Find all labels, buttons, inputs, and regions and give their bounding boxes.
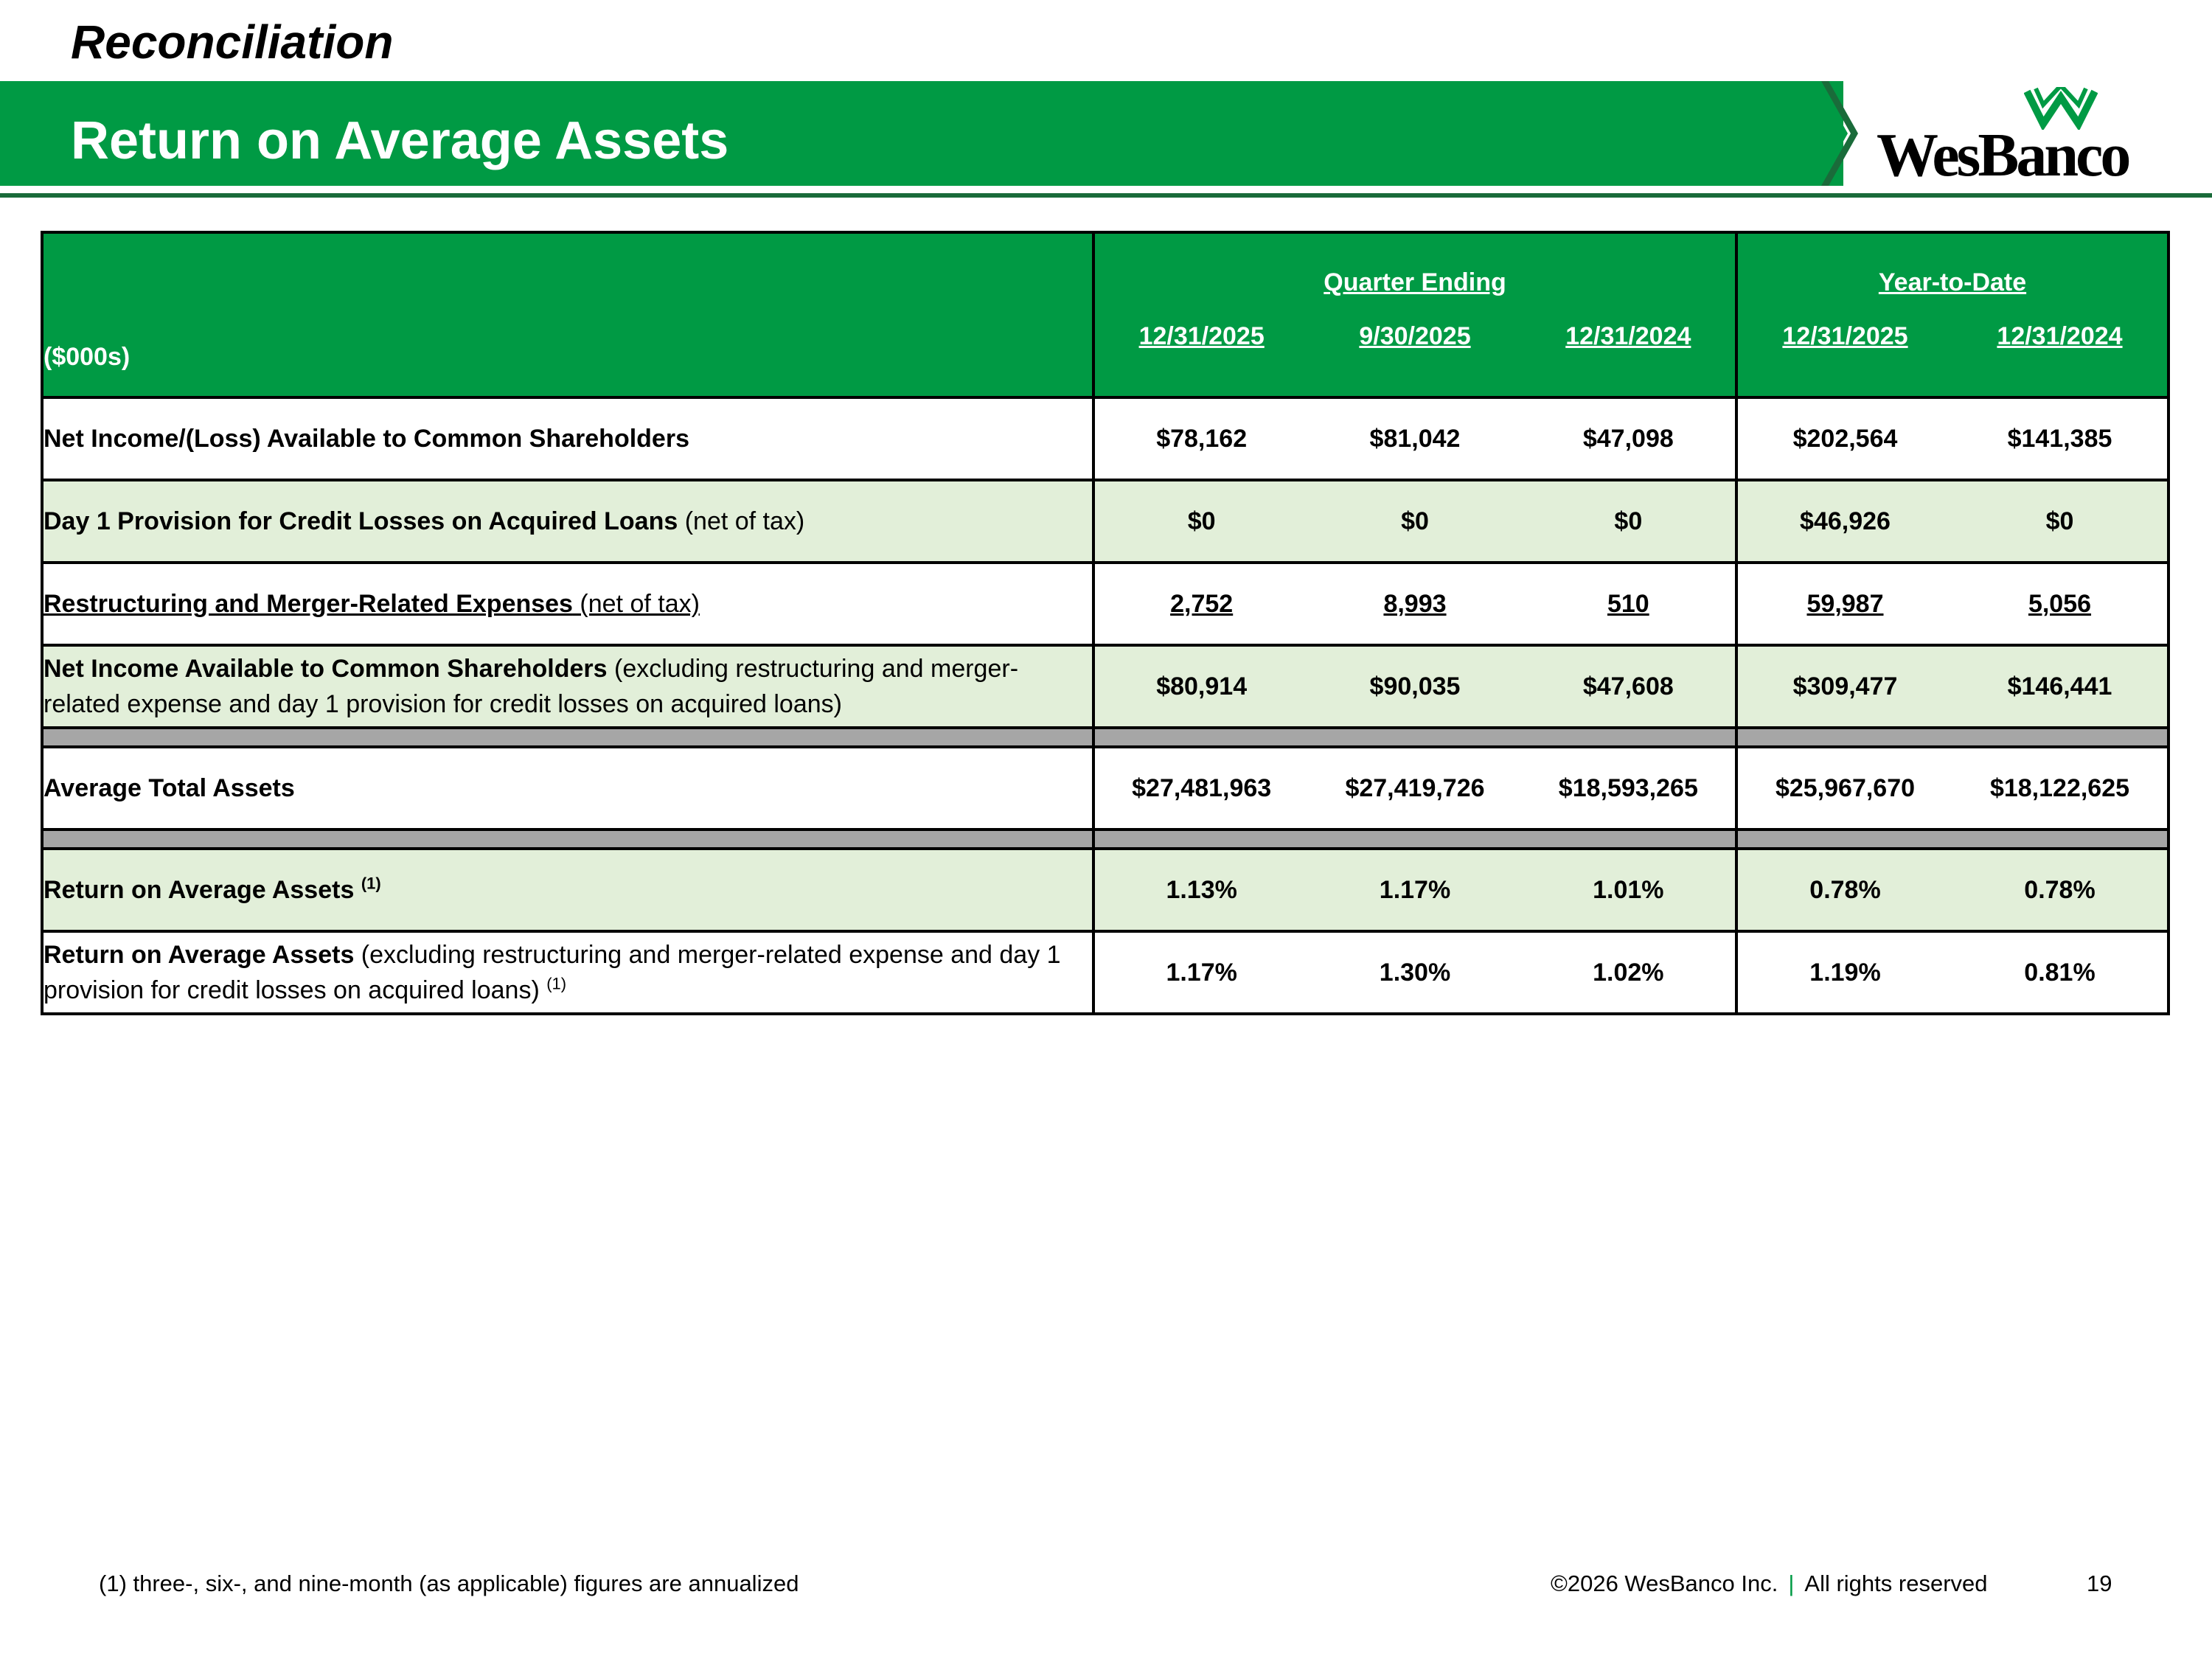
row-label: Net Income/(Loss) Available to Common Shareholders <box>44 425 689 453</box>
cell-value: 0.78% <box>2024 875 2096 904</box>
cell-value: $202,564 <box>1792 424 1898 453</box>
cell-value: $146,441 <box>2007 672 2112 700</box>
row-label-note: (net of tax) <box>572 590 700 618</box>
footnote: (1) three-, six-, and nine-month (as applicable) figures are annualized <box>99 1571 799 1596</box>
cell-value: $78,162 <box>1156 424 1248 453</box>
cell-value: 2,752 <box>1170 589 1234 618</box>
cell-value: 1.01% <box>1593 875 1664 904</box>
row-label-note: (excluding restructuring and merger-related expense and day 1 provision for credit losses on acquired loans) <box>44 941 1061 1004</box>
cell-value: $47,608 <box>1582 672 1674 700</box>
wesbanco-logo <box>1877 87 2142 189</box>
cell-value: $90,035 <box>1369 672 1461 700</box>
reconciliation-table <box>41 231 2170 1015</box>
table-row <box>42 747 2168 830</box>
column-header: 12/31/2024 <box>1565 321 1691 350</box>
cell-value: 1.17% <box>1166 958 1237 987</box>
row-label: Average Total Assets <box>44 774 295 802</box>
row-label-note: (net of tax) <box>678 507 805 535</box>
rights-text: All rights reserved <box>1804 1571 1988 1596</box>
cell-value: 5,056 <box>2028 589 2092 618</box>
page-number: 19 <box>2087 1571 2112 1596</box>
separator-row <box>42 830 2168 849</box>
column-header: 12/31/2025 <box>1138 321 1265 350</box>
cell-value: $18,122,625 <box>1989 773 2130 802</box>
cell-value: $0 <box>1187 507 1216 535</box>
cell-value: 1.02% <box>1593 958 1664 987</box>
group-header-quarter: Quarter Ending <box>1324 268 1506 296</box>
cell-value: 8,993 <box>1383 589 1447 618</box>
copyright-text: ©2026 WesBanco Inc. <box>1551 1571 1778 1596</box>
cell-value: $25,967,670 <box>1775 773 1916 802</box>
cell-value: $27,481,963 <box>1132 773 1272 802</box>
cell-value: $47,098 <box>1582 424 1674 453</box>
cell-value: $141,385 <box>2007 424 2112 453</box>
header-rule <box>0 193 2212 198</box>
cell-value: 1.19% <box>1809 958 1881 987</box>
row-label: Net Income Available to Common Shareholders <box>44 655 608 683</box>
chevron-divider-icon <box>1799 81 1858 186</box>
table-row <box>42 645 2168 728</box>
separator-row <box>42 728 2168 747</box>
footnote-marker: (1) <box>361 874 381 893</box>
column-header: 12/31/2025 <box>1782 321 1908 350</box>
cell-value: 0.78% <box>1809 875 1881 904</box>
cell-value: $309,477 <box>1792 672 1898 700</box>
cell-value: 59,987 <box>1806 589 1884 618</box>
table-row <box>42 480 2168 563</box>
cell-value: $0 <box>1614 507 1643 535</box>
cell-value: 510 <box>1607 589 1649 618</box>
table-row <box>42 849 2168 931</box>
cell-value: $46,926 <box>1800 507 1891 535</box>
row-label: Restructuring and Merger-Related Expenses <box>44 590 573 618</box>
cell-value: $18,593,265 <box>1558 773 1698 802</box>
table-row <box>42 397 2168 480</box>
slide-label: Reconciliation <box>71 15 394 69</box>
row-label: Day 1 Provision for Credit Losses on Acquired Loans <box>44 507 678 535</box>
table-row <box>42 931 2168 1014</box>
cell-value: $80,914 <box>1156 672 1248 700</box>
group-header-ytd: Year-to-Date <box>1878 268 2027 296</box>
cell-value: $81,042 <box>1369 424 1461 453</box>
row-label-note: (excluding restructuring and merger-related expense and day 1 provision for credit losses on acquired loans) <box>44 655 1019 718</box>
cell-value: $0 <box>1401 507 1429 535</box>
cell-value: 1.30% <box>1379 958 1451 987</box>
row-label: Return on Average Assets <box>44 876 355 904</box>
cell-value: 1.17% <box>1379 875 1451 904</box>
footnote-marker: (1) <box>546 974 567 993</box>
column-header: 9/30/2025 <box>1359 321 1471 350</box>
table-row <box>42 563 2168 645</box>
cell-value: $27,419,726 <box>1345 773 1485 802</box>
table-header-row <box>42 232 2168 397</box>
units-label: ($000s) <box>44 343 131 371</box>
cell-value: $0 <box>2045 507 2074 535</box>
copyright-notice <box>1551 1571 1988 1597</box>
pipe-divider: | <box>1788 1571 1795 1596</box>
row-label: Return on Average Assets <box>44 941 355 969</box>
cell-value: 0.81% <box>2024 958 2096 987</box>
column-header: 12/31/2024 <box>1997 321 2123 350</box>
title-banner <box>0 81 1843 186</box>
page-title: Return on Average Assets <box>71 111 729 170</box>
cell-value: 1.13% <box>1166 875 1237 904</box>
logo-wordmark: WesBanco <box>1877 121 2129 189</box>
